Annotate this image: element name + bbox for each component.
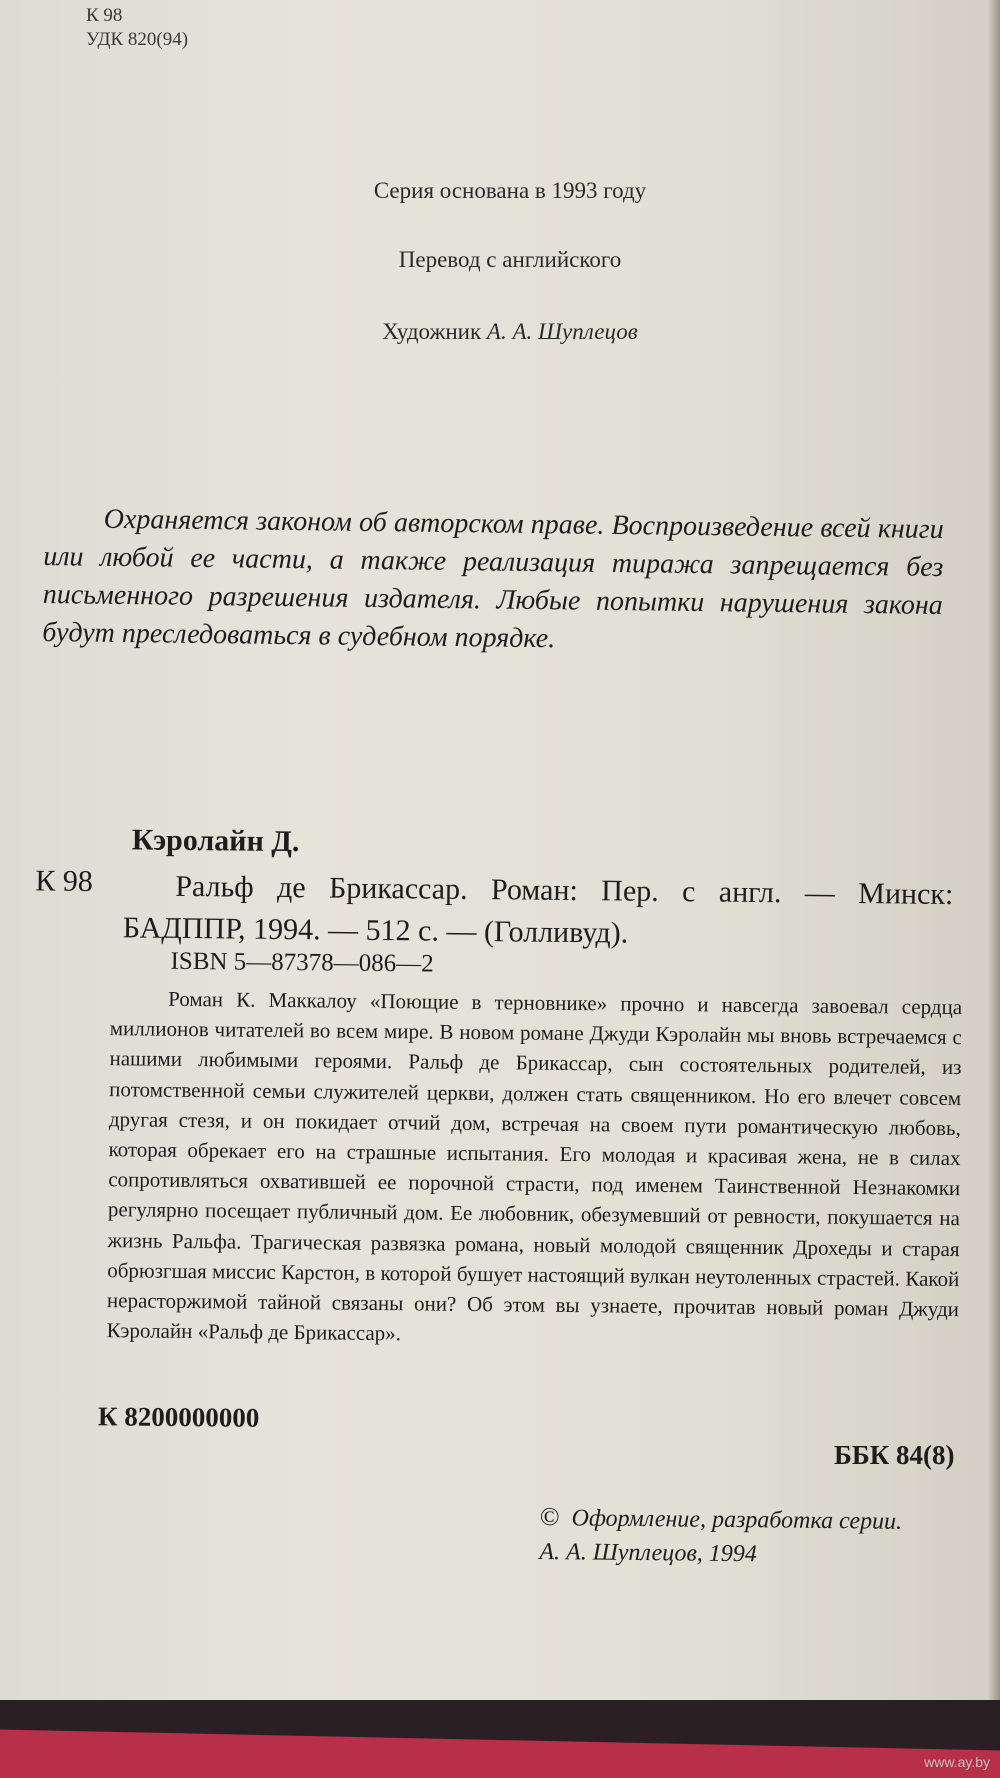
- catalog-code: К 8200000000: [97, 1401, 260, 1433]
- catalog-index: К 98: [35, 864, 94, 898]
- corner-index: К 98: [86, 5, 123, 26]
- copyright-notice-text: Охраняется законом об авторском праве. Воспроизведение всей книги или любой ее части, а также реализация тиража запрещается без письменного разрешения издателя. Любые попытки нарушения закона будут преследоваться в судебном порядке.: [42, 503, 944, 655]
- catalog-title: Ральф де Брикассар. Роман: Пер. с англ. — Минск: БАДППР, 1994. — 512 с. — (Голливуд).: [122, 869, 954, 950]
- series-note: Серия основана в 1993 году: [373, 178, 647, 203]
- copyright-notice: [42, 500, 944, 663]
- catalog-author: Кэролайн Д.: [131, 823, 300, 859]
- copyright-icon: ©: [539, 1501, 560, 1532]
- design-credit-line2: А. А. Шуплецов, 1994: [539, 1538, 758, 1568]
- translation-note: Перевод с английского: [398, 247, 622, 272]
- artist-credit: [0, 319, 1000, 345]
- bbk-code: ББК 84(8): [834, 1440, 955, 1470]
- catalog-isbn: ISBN 5—87378—086—2: [170, 947, 434, 978]
- annotation-text: Роман К. Маккалоу «Поющие в терновнике» прочно и навсегда завоевал сердца миллионов читателей во всем мире. В новом романе Джуди Кэролайн мы вновь встречаемся с нашими любимыми героями. Ральф де Брикассар, сын состоятельных родителей, из потомственной семьи служителей церкви, должен стать священником. Но его влечет совсем другая стезя, и он покидает отчий дом, встречая на своем пути романтическую любовь, которая обрекает его на страшные испытания. Его молодая и красивая жена, не в силах сопротивляться охватившей ее порочной страсти, под именем Таинственной Незнакомки регулярно посещает публичный дом. Ее любовник, обезумевший от ревности, покушается на жизнь Ральфа. Трагическая развязка романа, новый молодой священник Дрохеды и старая обрюзгшая миссис Карстон, в которой бушует настоящий вулкан неутоленных страстей. Какой нерасторжимой тайной связаны они? Об этом вы узнаете, прочитав новый роман Джуди Кэролайн «Ральф де Брикассар».: [106, 986, 963, 1346]
- site-watermark: www.ay.by: [924, 1754, 990, 1770]
- corner-udk: УДК 820(94): [86, 29, 189, 50]
- design-credit-line1: [540, 1500, 903, 1539]
- design-credit-text: Оформление, разработка серии.: [571, 1505, 903, 1535]
- design-credit: [539, 1500, 902, 1573]
- catalog-annotation: [107, 983, 963, 1354]
- artist-name: А. А. Шуплецов: [486, 319, 638, 344]
- catalog-entry: [0, 822, 1000, 1346]
- artist-label: Художник: [382, 319, 482, 344]
- corner-catalog-marks: [86, 4, 188, 52]
